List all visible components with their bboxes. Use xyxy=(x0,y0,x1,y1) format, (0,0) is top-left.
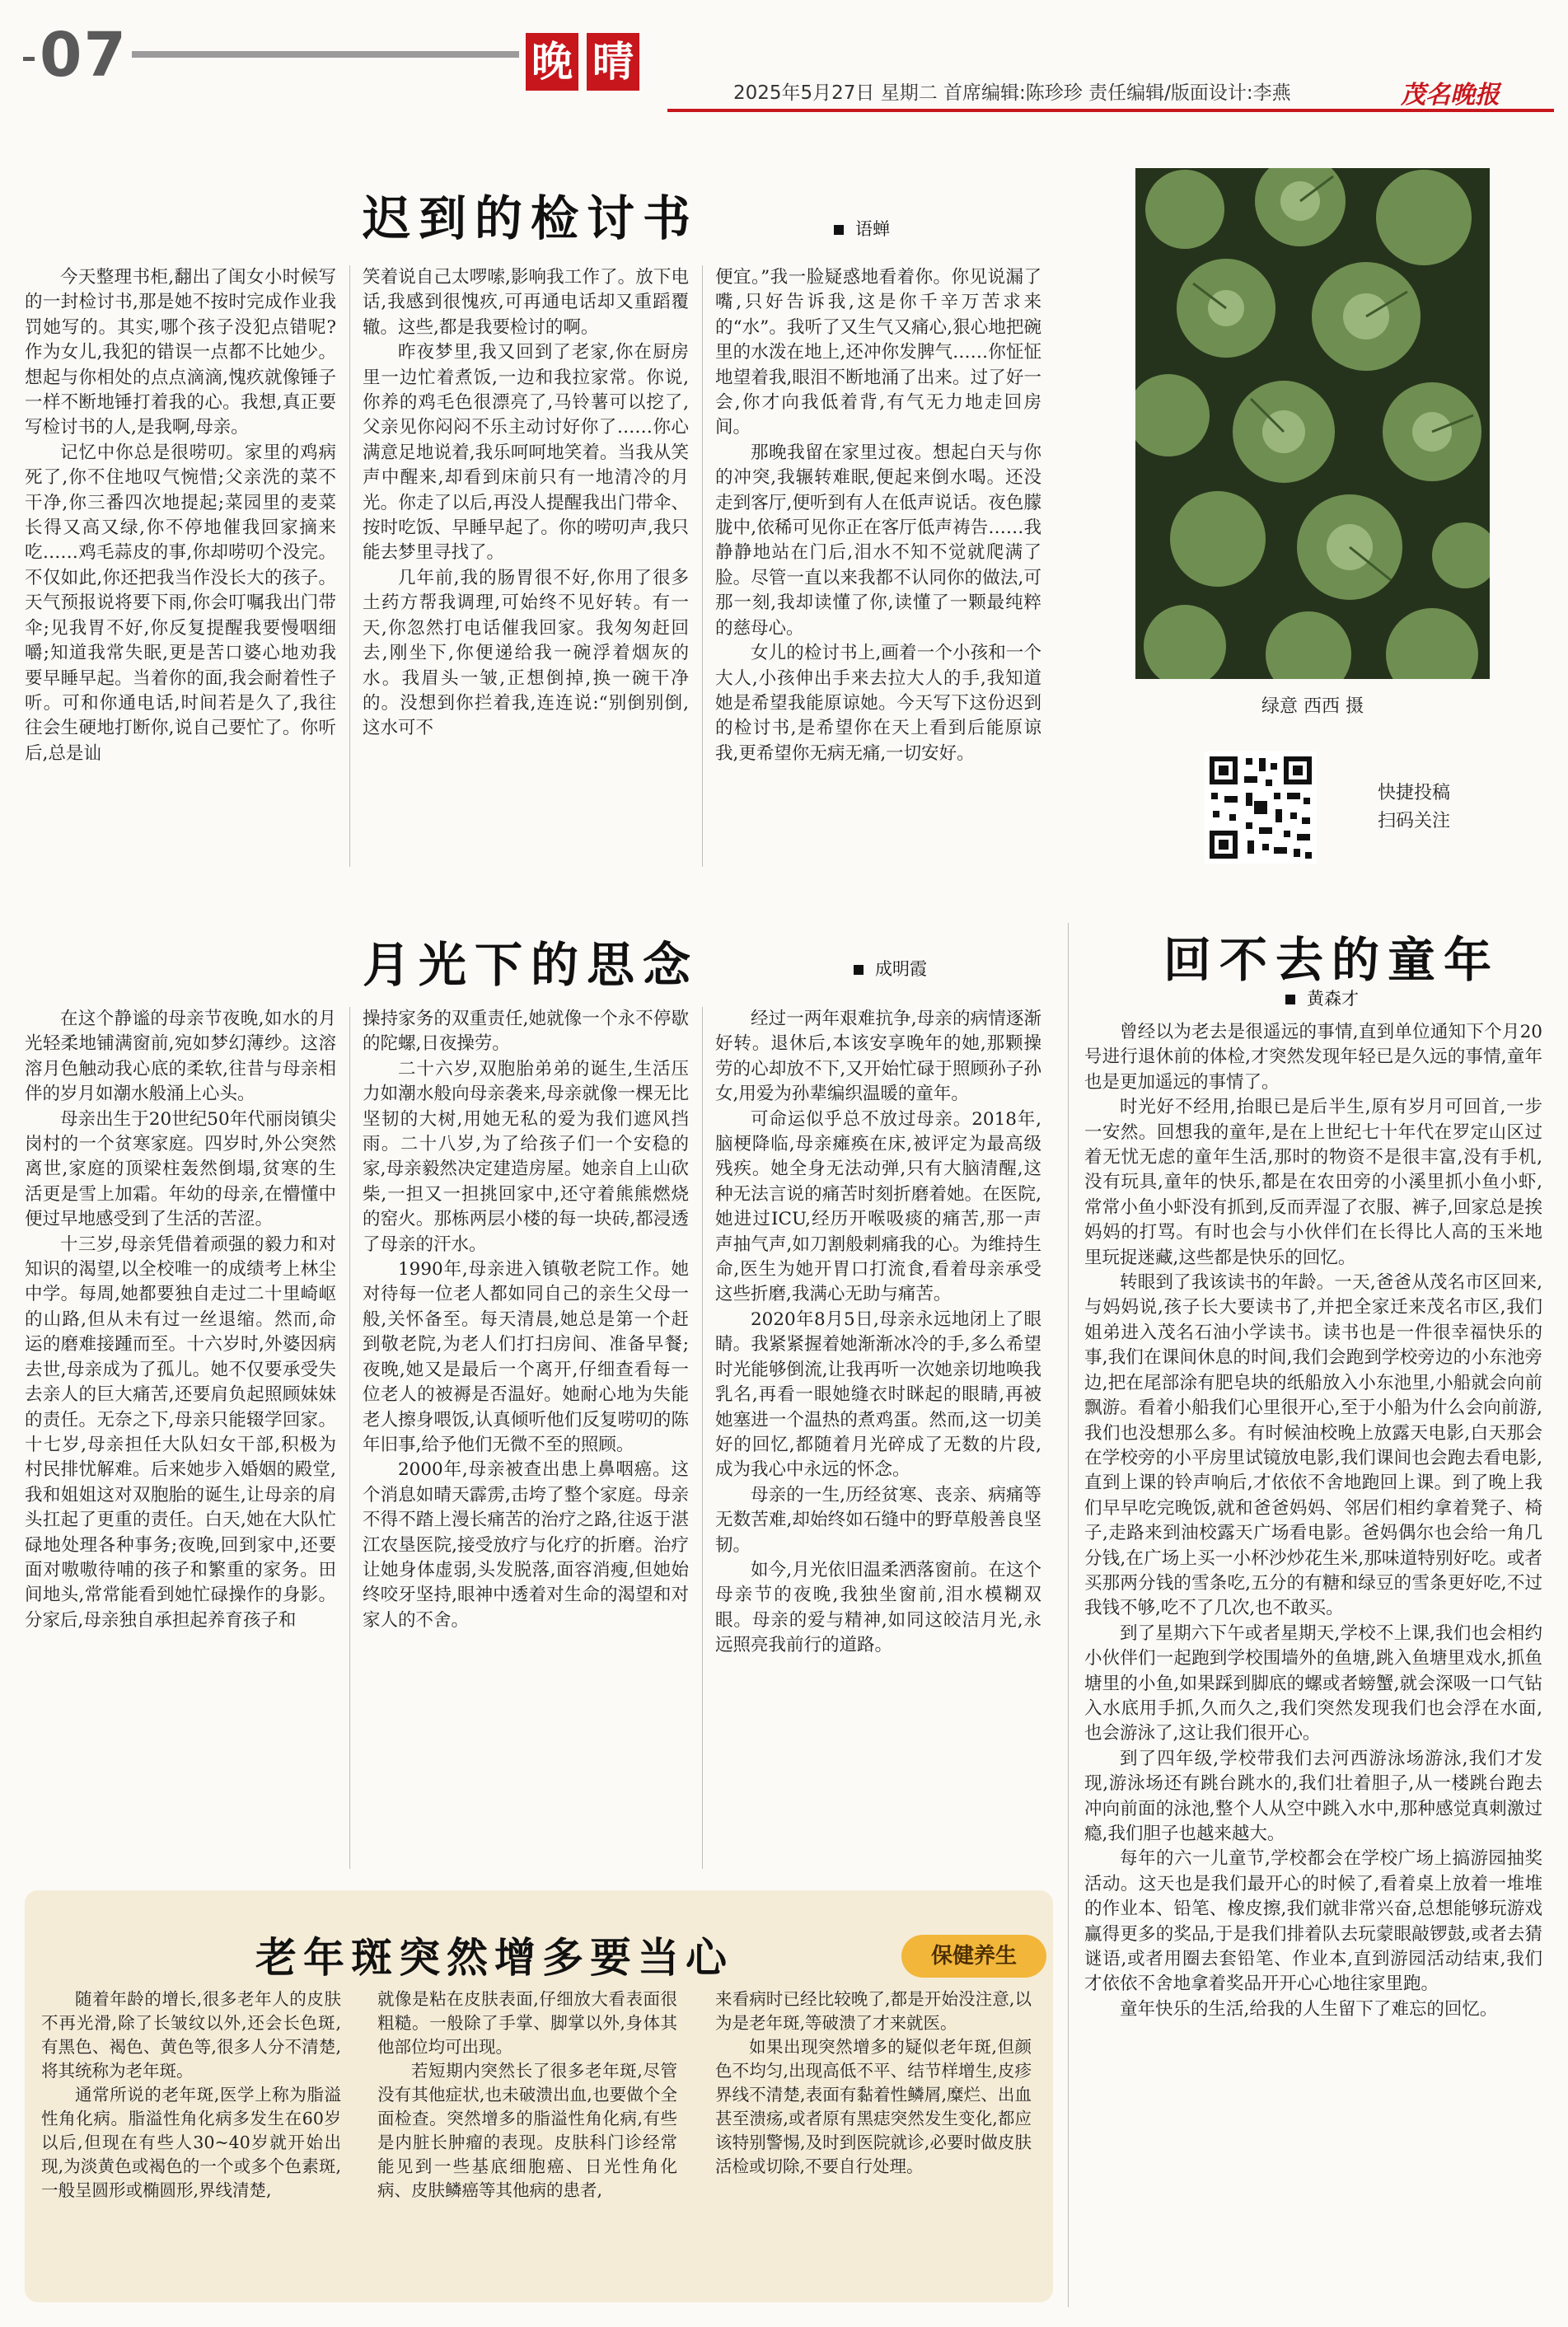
paragraph: 母亲的一生,历经贫寒、丧亲、病痛等无数苦难,却始终如石缝中的野草般善良坚韧。 xyxy=(715,1484,1041,1556)
article-1-author: 语蝉 xyxy=(834,216,890,241)
paragraph: 就像是粘在皮肤表面,仔细放大看表面很粗糙。一般除了手掌、脚掌以外,身体其他部位均可出现。 xyxy=(377,1989,677,2057)
paragraph: 二十六岁,双胞胎弟弟的诞生,生活压力如潮水般向母亲袭来,母亲就像一棵无比坚韧的大树,用她无私的爱为我们遮风挡雨。二十八岁,为了给孩子们一个安稳的家,母亲毅然决定建造房屋。她亲自上山砍柴,一担又一担挑回家中,还守着熊熊燃烧的窑火。那栋两层小楼的每一块砖,都浸透了母亲的汗水。 xyxy=(363,1058,689,1255)
column-divider xyxy=(349,265,350,867)
section-name-char-1: 晚 xyxy=(526,33,578,91)
paragraph: 母亲出生于20世纪50年代丽岗镇尖岗村的一个贫寒家庭。四岁时,外公突然离世,家庭的顶梁柱轰然倒塌,贫寒的生活更是雪上加霜。年幼的母亲,在懵懂中便过早地感受到了生活的苦涩。 xyxy=(25,1108,336,1230)
paragraph: 经过一两年艰难抗争,母亲的病情逐渐好转。退休后,本该安享晚年的她,那颗操劳的心却放不下,又开始忙碌于照顾孙子孙女,用爱为孙辈编织温暖的童年。 xyxy=(715,1009,1041,1105)
paragraph: 笑着说自己太啰嗦,影响我工作了。放下电话,我感到很愧疚,可再通电话却又重蹈覆辙。这些,都是我要检讨的啊。 xyxy=(363,267,689,338)
paragraph: 到了星期六下午或者星期天,学校不上课,我们也会相约小伙伴们一起跑到学校围墙外的鱼塘,跳入鱼塘里戏水,抓鱼塘里的小鱼,如果踩到脚底的螺或者螃蟹,就会深吸一口气钻入水底用手抓,久而久之,我们突然发现我们也会浮在水面,也会游泳了,这让我们很开心。 xyxy=(1084,1622,1542,1744)
paragraph: 操持家务的双重责任,她就像一个永不停歇的陀螺,日夜操劳。 xyxy=(363,1009,689,1055)
column-divider xyxy=(1068,923,1069,2307)
article-2-title: 月光下的思念 xyxy=(363,937,700,993)
lily-pond-photo xyxy=(1135,168,1490,679)
paragraph: 每年的六一儿童节,学校都会在学校广场上搞游园抽奖活动。这天也是我们最开心的时候了,看着桌上放着一堆堆的作业本、铅笔、橡皮擦,我们就非常兴奋,总想能够玩游戏赢得更多的奖品,于是我们排着队去玩蒙眼敲锣鼓,或者去猜谜语,或者用圈去套铅笔、作业本,直到游园活动结束,我们才依依不舍地拿着奖品开开心心地往家里跑。 xyxy=(1084,1848,1542,1995)
column-tag: 保健养生 xyxy=(901,1935,1046,1978)
paragraph: 1990年,母亲进入镇敬老院工作。她对待每一位老人都如同自己的亲生父母一般,关怀备至。每天清晨,她总是第一个赶到敬老院,为老人们打扫房间、准备早餐;夜晚,她又是最后一个离开,仔细查看每一位老人的被褥是否温好。她耐心地为失能老人擦身喂饭,认真倾听他们反复唠叨的陈年旧事,给予他们无微不至的照顾。 xyxy=(363,1259,689,1455)
paragraph: 转眼到了我该读书的年龄。一天,爸爸从茂名市区回来,与妈妈说,孩子长大要读书了,并把全家迁来茂名市区,我们姐弟进入茂名石油小学读书。读书也是一件很幸福快乐的事,我们在课间休息的时间,我们会跑到学校旁边的小东池旁边,把在尾部涂有肥皂块的纸船放入小东池里,小船就会向前飘游。看着小船我们心里很开心,至于小船为什么会向前游,我们也没想那么多。有时候油校晚上放露天电影,白天那会在学校旁的小平房里试镜放电影,我们课间也会跑去看电影,直到上课的铃声响后,才依依不舍地跑回上课。到了晚上我们早早吃完晚饭,就和爸爸妈妈、邻居们相约拿着凳子、椅子,走路来到油校露天广场看电影。爸妈偶尔也会给一角几分钱,在广场上买一小杯沙炒花生米,那味道特别好吃。或者买那两分钱的雪条吃,五分的有糖和绿豆的雪条更好吃,不过我钱不够,吃不了几次,也不敢买。 xyxy=(1084,1272,1542,1619)
paragraph: 随着年龄的增长,很多老年人的皮肤不再光滑,除了长皱纹以外,还会长色斑,有黑色、褐色、黄色等,很多人分不清楚,将其统称为老年斑。 xyxy=(41,1989,341,2081)
article-1-title: 迟到的检讨书 xyxy=(363,190,700,246)
paragraph: 今天整理书柜,翻出了闺女小时候写的一封检讨书,那是她不按时完成作业我罚她写的。其实,哪个孩子没犯点错呢?作为女儿,我犯的错误一点都不比她少。想起与你相处的点点滴滴,愧疚就像锤子一样不断地锤打着我的心。我想,真正要写检讨书的人,是我啊,母亲。 xyxy=(25,267,336,438)
paragraph: 如今,月光依旧温柔洒落窗前。在这个母亲节的夜晚,我独坐窗前,泪水模糊双眼。母亲的爱与精神,如同这皎洁月光,永远照亮我前行的道路。 xyxy=(715,1559,1041,1656)
article-2-column-2 xyxy=(363,1007,689,1869)
paragraph: 十三岁,母亲凭借着顽强的毅力和对知识的渴望,以全校唯一的成绩考上林尘中学。每周,她都要独自走过二十里崎岖的山路,但从未有过一丝退缩。然而,命运的磨难接踵而至。十六岁时,外婆因病去世,母亲成为了孤儿。她不仅要承受失去亲人的巨大痛苦,还要肩负起照顾妹妹的责任。无奈之下,母亲只能辍学回家。十七岁,母亲担任大队妇女干部,积极为村民排忧解难。后来她步入婚姻的殿堂,我和姐姐这对双胞胎的诞生,让母亲的肩头扛起了更重的责任。白天,她在大队忙碌地处理各种事务;夜晚,回到家中,还要面对嗷嗷待哺的孩子和繁重的家务。田间地头,常常能看到她忙碌操作的身影。分家后,母亲独自承担起养育孩子和 xyxy=(25,1234,336,1631)
column-divider xyxy=(702,265,703,867)
page-number: 07 xyxy=(23,25,128,86)
paragraph: 可命运似乎总不放过母亲。2018年,脑梗降临,母亲瘫痪在床,被评定为最高级残疾。她全身无法动弹,只有大脑清醒,这种无法言说的痛苦时刻折磨着她。在医院,她进过ICU,经历开喉吸痰的痛苦,那一声声抽气声,如刀割般刺痛我的心。为维持生命,医生为她开胃口打流食,看着母亲承受这些折磨,我满心无助与痛苦。 xyxy=(715,1108,1041,1305)
paragraph: 通常所说的老年斑,医学上称为脂溢性角化病。脂溢性角化病多发生在60岁以后,但现在有些人30~40岁就开始出现,为淡黄色或褐色的一个或多个色素斑,一般呈圆形或椭圆形,界线清楚, xyxy=(41,2085,341,2200)
qr-line-2: 扫码关注 xyxy=(1378,811,1451,831)
section-name-char-2: 晴 xyxy=(587,33,639,91)
paragraph: 在这个静谧的母亲节夜晚,如水的月光轻柔地铺满窗前,宛如梦幻薄纱。这溶溶月色触动我心底的柔软,往昔与母亲相伴的岁月如潮水般涌上心头。 xyxy=(25,1009,336,1105)
article-1-column-1 xyxy=(25,265,336,867)
paragraph: 2000年,母亲被查出患上鼻咽癌。这个消息如晴天霹雳,击垮了整个家庭。母亲不得不踏上漫长痛苦的治疗之路,往返于湛江农垦医院,接受放疗与化疗的折磨。治疗让她身体虚弱,头发脱落,面容消瘦,但她始终咬牙坚持,眼神中透着对生命的渴望和对家人的不舍。 xyxy=(363,1459,689,1631)
article-4-column-1 xyxy=(41,1988,341,2291)
paragraph: 几年前,我的肠胃很不好,你用了很多土药方帮我调理,可始终不见好转。有一天,你忽然打电话催我回家。我匆匆赶回去,刚坐下,你便递给我一碗浮着烟灰的水。我眉头一皱,正想倒掉,换一碗干净的。没想到你拦着我,连连说:“别倒别倒,这水可不 xyxy=(363,567,689,739)
article-4-column-2 xyxy=(377,1988,677,2291)
photo-caption: 绿意 西西 摄 xyxy=(1261,696,1364,717)
qr-line-1: 快捷投稿 xyxy=(1378,783,1451,803)
issue-info: 2025年5月27日 星期二 首席编辑:陈珍珍 责任编辑/版面设计:李燕 xyxy=(733,82,1291,104)
paragraph: 昨夜梦里,我又回到了老家,你在厨房里一边忙着煮饭,一边和我拉家常。你说,你养的鸡毛色很漂亮了,马铃薯可以挖了,父亲见你闷闷不乐主动讨好你了……你心满意足地说着,我乐呵呵地笑着。当我从笑声中醒来,却看到床前只有一地清冷的月光。你走了以后,再没人提醒我出门带伞、按时吃饭、早睡早起了。你的唠叨声,我只能去梦里寻找了。 xyxy=(363,342,689,564)
article-2-column-3 xyxy=(715,1007,1041,1869)
article-3-title: 回不去的童年 xyxy=(1163,932,1500,988)
header-rule xyxy=(132,51,519,58)
paragraph: 记忆中你总是很唠叨。家里的鸡病死了,你不住地叹气惋惜;父亲洗的菜不干净,你三番四次地提起;菜园里的麦菜长得又高又绿,你不停地催我回家摘来吃……鸡毛蒜皮的事,你却唠叨个没完。不仅如此,你还把我当作没长大的孩子。天气预报说将要下雨,你会叮嘱我出门带伞;见我胃不好,你反复提醒我要慢咽细嚼;知道我常失眠,更是苦口婆心地劝我要早睡早起。当着你的面,我会耐着性子听。可和你通电话,时间若是久了,我往往会生硬地打断你,说自己要忙了。你听后,总是讪 xyxy=(25,442,336,764)
paragraph: 便宜。”我一脸疑惑地看着你。你见说漏了嘴,只好告诉我,这是你千辛万苦求来的“水”。我听了又生气又痛心,狠心地把碗里的水泼在地上,还冲你发脾气……你怔怔地望着我,眼泪不断地涌了出来。过了好一会,你才向我低着背,有气无力地走回房间。 xyxy=(715,267,1041,438)
qr-instructions xyxy=(1378,780,1450,836)
article-3-column xyxy=(1084,1020,1542,2311)
paragraph: 曾经以为老去是很遥远的事情,直到单位通知下个月20号进行退休前的体检,才突然发现年轻已是久远的事情,童年也是更加遥远的事情了。 xyxy=(1084,1022,1542,1093)
paragraph: 来看病时已经比较晚了,都是开始没注意,以为是老年斑,等破溃了才来就医。 xyxy=(715,1989,1032,2033)
newspaper-logo: 茂名晚报 xyxy=(1401,81,1500,110)
paragraph: 童年快乐的生活,给我的人生留下了难忘的回忆。 xyxy=(1120,1998,1498,2020)
paragraph: 2020年8月5日,母亲永远地闭上了眼睛。我紧紧握着她渐渐冰冷的手,多么希望时光能够倒流,让我再听一次她亲切地唤我乳名,再看一眼她缝衣时眯起的眼睛,再被她塞进一个温热的煮鸡蛋。然而,这一切美好的回忆,都随着月光碎成了无数的片段,成为我心中永远的怀念。 xyxy=(715,1309,1041,1481)
article-1-column-2 xyxy=(363,265,689,867)
paragraph: 如果出现突然增多的疑似老年斑,但颜色不均匀,出现高低不平、结节样增生,皮疹界线不清楚,表面有黏着性鳞屑,糜烂、出血甚至溃疡,或者原有黑痣突然发生变化,都应该特别警惕,及时到医院就诊,必要时做皮肤活检或切除,不要自行处理。 xyxy=(715,2037,1032,2176)
paragraph: 时光好不经用,抬眼已是后半生,原有岁月可回首,一步一安然。回想我的童年,是在上世纪七十年代在罗定山区过着无忧无虑的童年生活,那时的物资不是很丰富,没有手机,没有玩具,童年的快乐,都是在农田旁的小溪里抓小鱼小虾,常常小鱼小虾没有抓到,反而弄湿了衣服、裤子,回家总是挨妈妈的打骂。有时也会与小伙伴们在长得比人高的玉米地里玩捉迷藏,这些都是快乐的回忆。 xyxy=(1084,1097,1542,1268)
paragraph: 到了四年级,学校带我们去河西游泳场游泳,我们才发现,游泳场还有跳台跳水的,我们壮着胆子,从一楼跳台跑去冲向前面的泳池,整个人从空中跳入水中,那种感觉真刺激过瘾,我们胆子也越来越大。 xyxy=(1084,1748,1542,1844)
article-3-author: 黄森才 xyxy=(1285,986,1359,1010)
article-1-column-3 xyxy=(715,265,1041,867)
paragraph: 若短期内突然长了很多老年斑,尽管没有其他症状,也未破溃出血,也要做个全面检查。突然增多的脂溢性角化病,有些是内脏长肿瘤的表现。皮肤科门诊经常能见到一些基底细胞癌、日光性角化病、皮肤鳞癌等其他病的患者, xyxy=(377,2061,677,2200)
paragraph: 那晚我留在家里过夜。想起白天与你的冲突,我辗转难眠,便起来倒水喝。还没走到客厅,便听到有人在低声说话。夜色朦胧中,依稀可见你正在客厅低声祷告……我静静地站在门后,泪水不知不觉就爬满了脸。尽管一直以来我都不认同你的做法,可那一刻,我却读懂了你,读懂了一颗最纯粹的慈母心。 xyxy=(715,442,1041,639)
qr-code[interactable] xyxy=(1205,751,1317,864)
column-divider xyxy=(702,1007,703,1869)
article-4-column-3 xyxy=(715,1988,1032,2291)
article-2-column-1 xyxy=(25,1007,336,1869)
article-2-author: 成明霞 xyxy=(854,956,927,981)
paragraph: 女儿的检讨书上,画着一个小孩和一个大人,小孩伸出手来去拉大人的手,我知道她是希望我能原谅她。今天写下这份迟到的检讨书,是希望你在天上看到后能原谅我,更希望你无病无痛,一切安好。 xyxy=(715,643,1041,764)
article-4-title: 老年斑突然增多要当心 xyxy=(255,1933,733,1982)
column-divider xyxy=(349,1007,350,1869)
